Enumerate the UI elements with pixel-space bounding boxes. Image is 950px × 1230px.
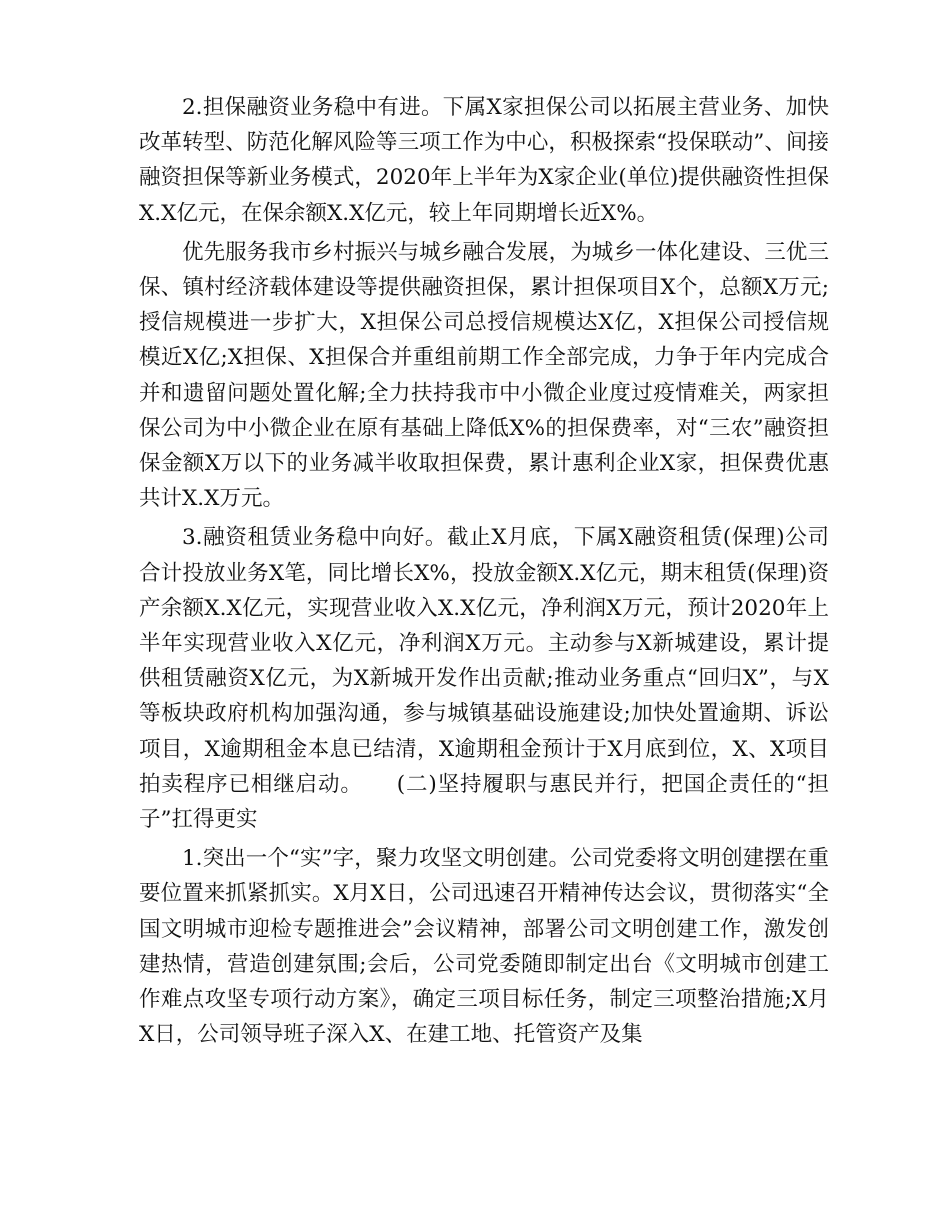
document-body <box>139 90 829 1056</box>
paragraph-financial-leasing: 3.融资租赁业务稳中向好。截止X月底，下属X融资租赁(保理)公司合计投放业务X笔，同比增长X%，投放金额X.X亿元，期末租赁(保理)资产余额X.X亿元，实现营业收入X.X亿元，净利润X万元，预计2020年上半年实现营业收入X亿元，净利润X万元。主动参与X新城建设，累计提供租赁融资X亿元，为X新城开发作出贡献;推动业务重点“回归X”，与X等板块政府机构加强沟通，参与城镇基础设施建设;加快处置逾期、诉讼项目，X逾期租金本息已结清，X逾期租金预计于X月底到位，X、X项目拍卖程序已相继启动。 (二)坚持履职与惠民并行，把国企责任的“担子”扛得更实 <box>139 525 829 833</box>
paragraph-civilization-creation: 1.突出一个“实”字，聚力攻坚文明创建。公司党委将文明创建摆在重要位置来抓紧抓实。X月X日，公司迅速召开精神传达会议，贯彻落实“全国文明城市迎检专题推进会”会议精神，部署公司文明创建工作，激发创建热情，营造创建氛围;会后，公司党委随即制定出台《文明城市创建工作难点攻坚专项行动方案》，确定三项目标任务，制定三项整治措施;X月X日，公司领导班子深入X、在建工地、托管资产及集 <box>139 846 829 1048</box>
paragraph-guarantee-financing: 2.担保融资业务稳中有进。下属X家担保公司以拓展主营业务、加快改革转型、防范化解风险等三项工作为中心，积极探索“投保联动”、间接融资担保等新业务模式，2020年上半年为X家企业(单位)提供融资性担保X.X亿元，在保余额X.X亿元，较上年同期增长近X%。 <box>139 95 829 226</box>
paragraph-rural-revitalization: 优先服务我市乡村振兴与城乡融合发展，为城乡一体化建设、三优三保、镇村经济载体建设等提供融资担保，累计担保项目X个，总额X万元;授信规模进一步扩大，X担保公司总授信规模达X亿，X担保公司授信规模近X亿;X担保、X担保合并重组前期工作全部完成，力争于年内完成合并和遗留问题处置化解;全力扶持我市中小微企业度过疫情难关，两家担保公司为中小微企业在原有基础上降低X%的担保费率，对“三农”融资担保金额X万以下的业务减半收取担保费，累计惠利企业X家，担保费优惠共计X.X万元。 <box>139 239 829 512</box>
